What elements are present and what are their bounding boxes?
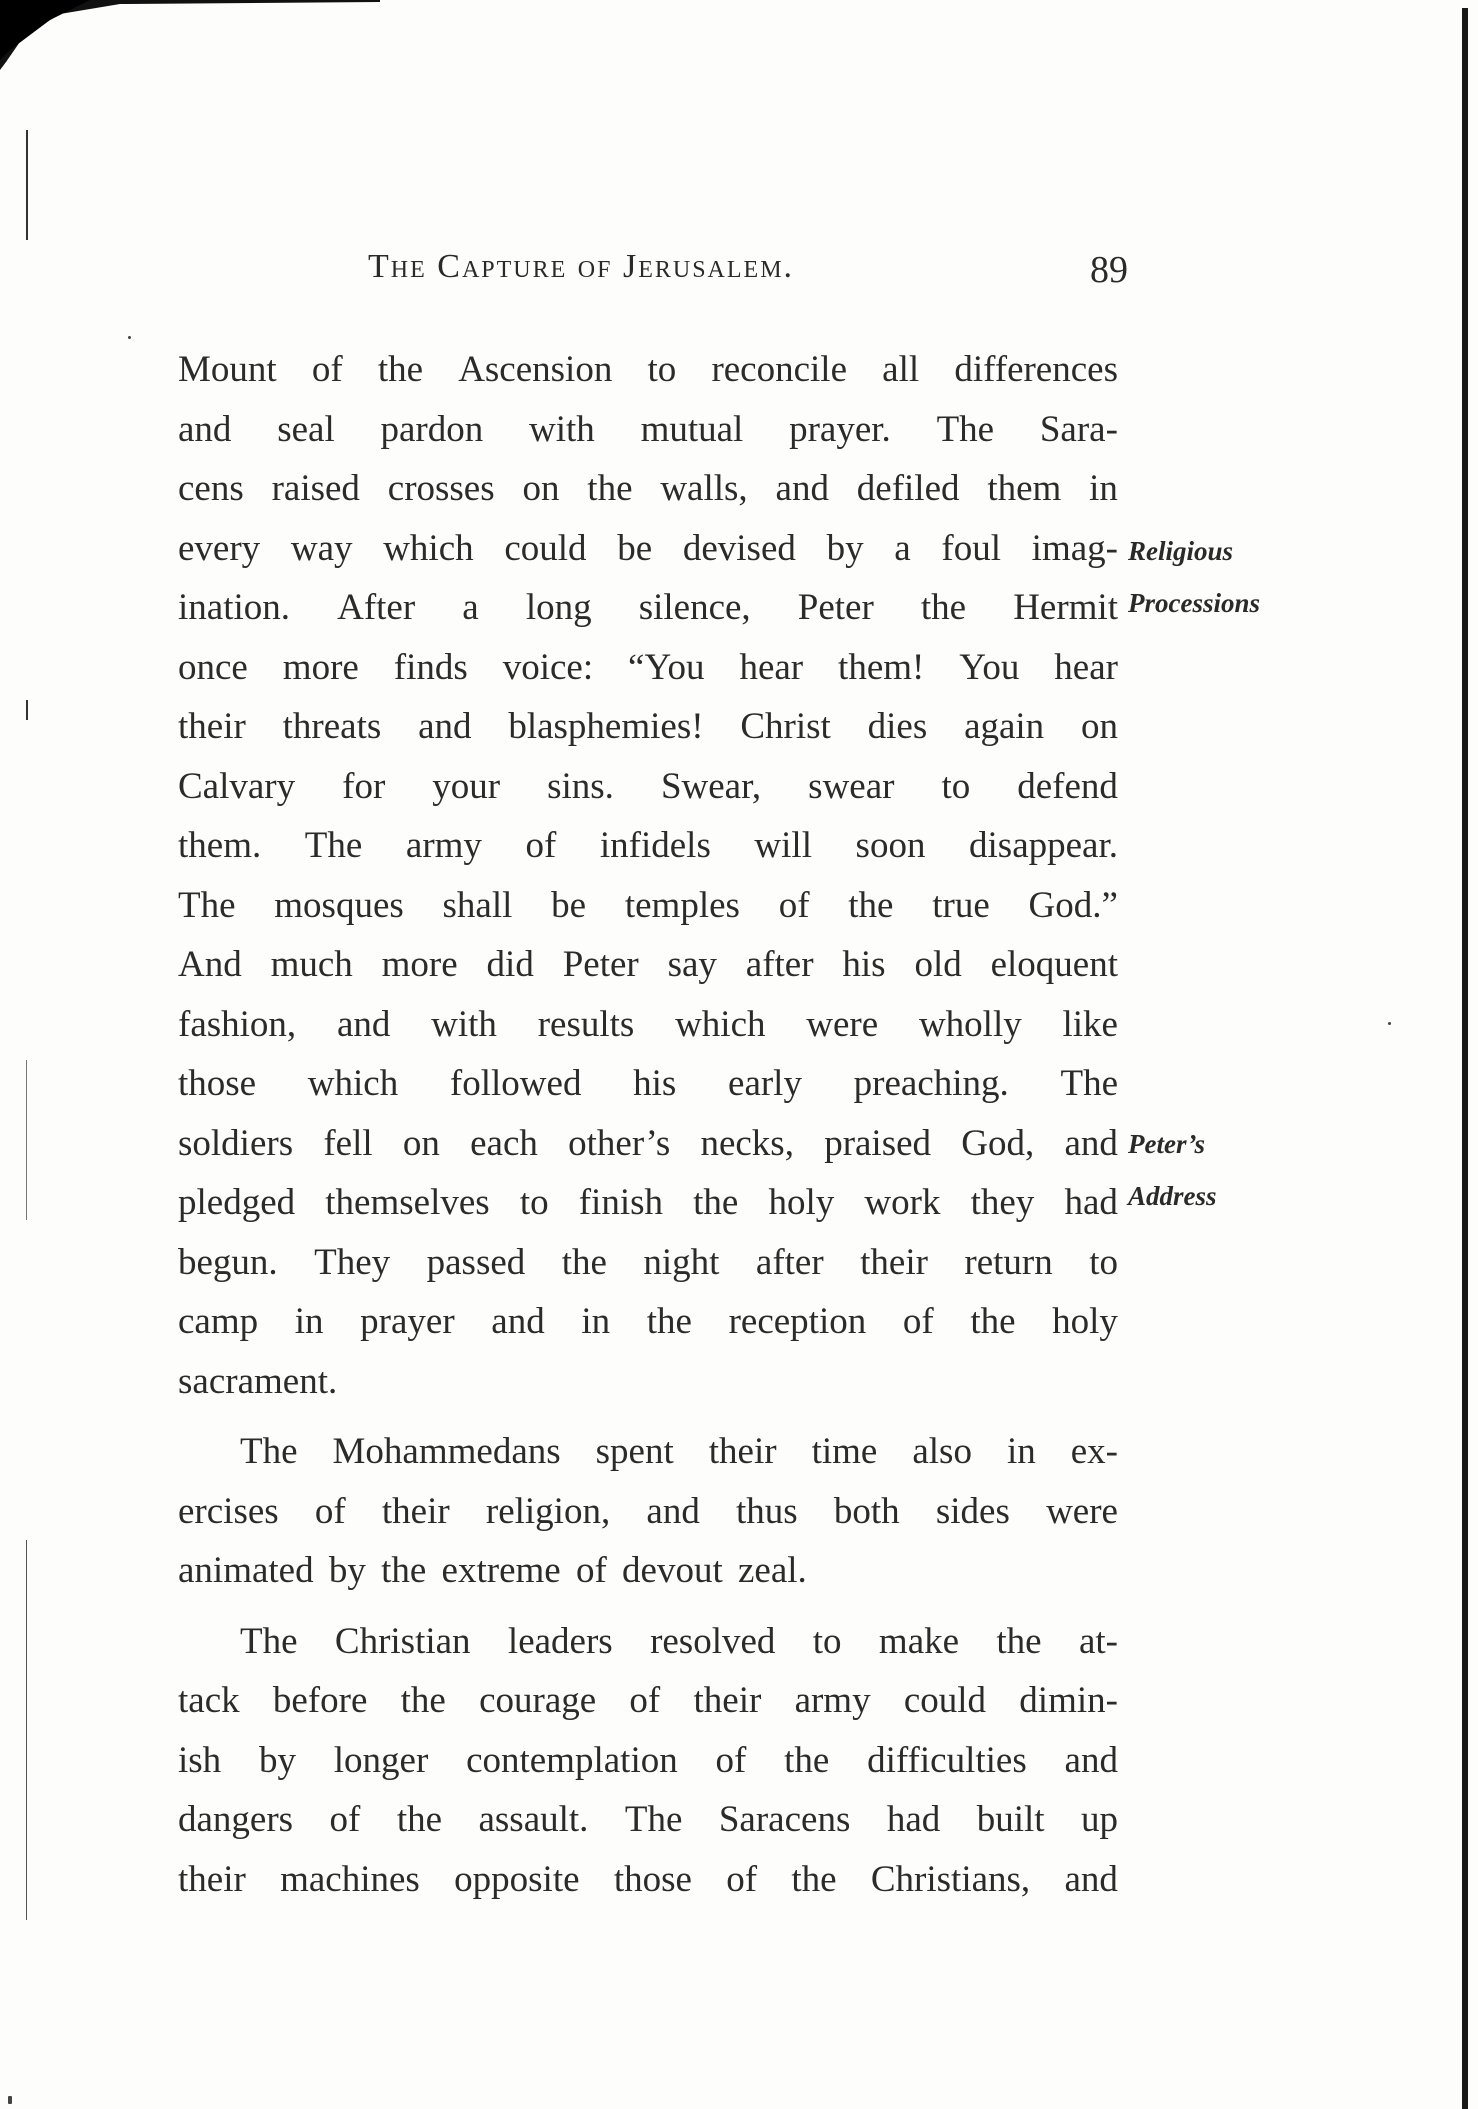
margin-note-line: Peter’s — [1128, 1129, 1205, 1159]
text-line: The mosques shall be temples of the true God.” — [178, 884, 1118, 926]
scan-smudge — [0, 0, 380, 70]
scan-speck — [128, 336, 131, 339]
text-line: animated by the extreme of devout zeal. — [178, 1550, 807, 1591]
page-edge-line — [1462, 8, 1468, 2109]
margin-note-line: Processions — [1128, 588, 1261, 618]
running-title: The Capture of Jerusalem. — [368, 248, 795, 285]
text-line: tack before the courage of their army could dimin- — [178, 1680, 1118, 1721]
text-line: Mount of the Ascension to reconcile all differences — [178, 349, 1118, 390]
text-line: their threats and blasphemies! Christ dies again on — [178, 706, 1118, 747]
scan-speck — [8, 2096, 12, 2104]
scan-mark — [26, 1060, 27, 1220]
text-line: ination. After a long silence, Peter the Hermit — [178, 587, 1118, 628]
text-line: ercises of their religion, and thus both sides were — [178, 1490, 1118, 1532]
text-line: dangers of the assault. The Saracens had built up — [178, 1799, 1118, 1840]
text-line: The Christian leaders resolved to make the at- — [240, 1620, 1118, 1662]
text-line: Calvary for your sins. Swear, swear to defend — [178, 765, 1118, 807]
paragraph — [178, 1422, 1118, 1601]
margin-note-line: Religious — [1128, 536, 1234, 566]
page-header — [368, 248, 1128, 304]
scan-mark — [26, 1540, 27, 1920]
margin-note-line: Address — [1128, 1181, 1217, 1211]
text-line: fashion, and with results which were wholly like — [178, 1003, 1118, 1045]
text-line: their machines opposite those of the Christians, and — [178, 1858, 1118, 1900]
paragraph — [178, 340, 1118, 1411]
text-line: those which followed his early preaching. The — [178, 1063, 1118, 1104]
text-line: soldiers fell on each other’s necks, praised God, and — [178, 1122, 1118, 1164]
margin-note — [1128, 1118, 1217, 1222]
paragraph — [178, 1612, 1118, 1910]
text-line: The Mohammedans spent their time also in ex- — [240, 1431, 1118, 1472]
scan-mark — [26, 700, 28, 720]
text-line: them. The army of infidels will soon disappear. — [178, 825, 1118, 866]
text-line: And much more did Peter say after his old eloquent — [178, 944, 1118, 985]
text-line: ish by longer contemplation of the difficulties and — [178, 1739, 1118, 1781]
text-line: cens raised crosses on the walls, and defiled them in — [178, 468, 1118, 509]
text-line: begun. They passed the night after their return to — [178, 1241, 1118, 1283]
scan-mark — [26, 130, 28, 240]
margin-note — [1128, 525, 1260, 629]
text-line: once more finds voice: “You hear them! You hear — [178, 646, 1118, 688]
text-line: pledged themselves to finish the holy work they had — [178, 1182, 1118, 1223]
text-line: every way which could be devised by a foul imag- — [178, 527, 1118, 569]
text-line: sacrament. — [178, 1360, 338, 1402]
text-line: camp in prayer and in the reception of the holy — [178, 1301, 1118, 1342]
page-number: 89 — [1090, 249, 1128, 291]
scan-speck — [1388, 1022, 1391, 1025]
text-line: and seal pardon with mutual prayer. The Sara- — [178, 408, 1118, 450]
body-text — [178, 340, 1118, 1909]
